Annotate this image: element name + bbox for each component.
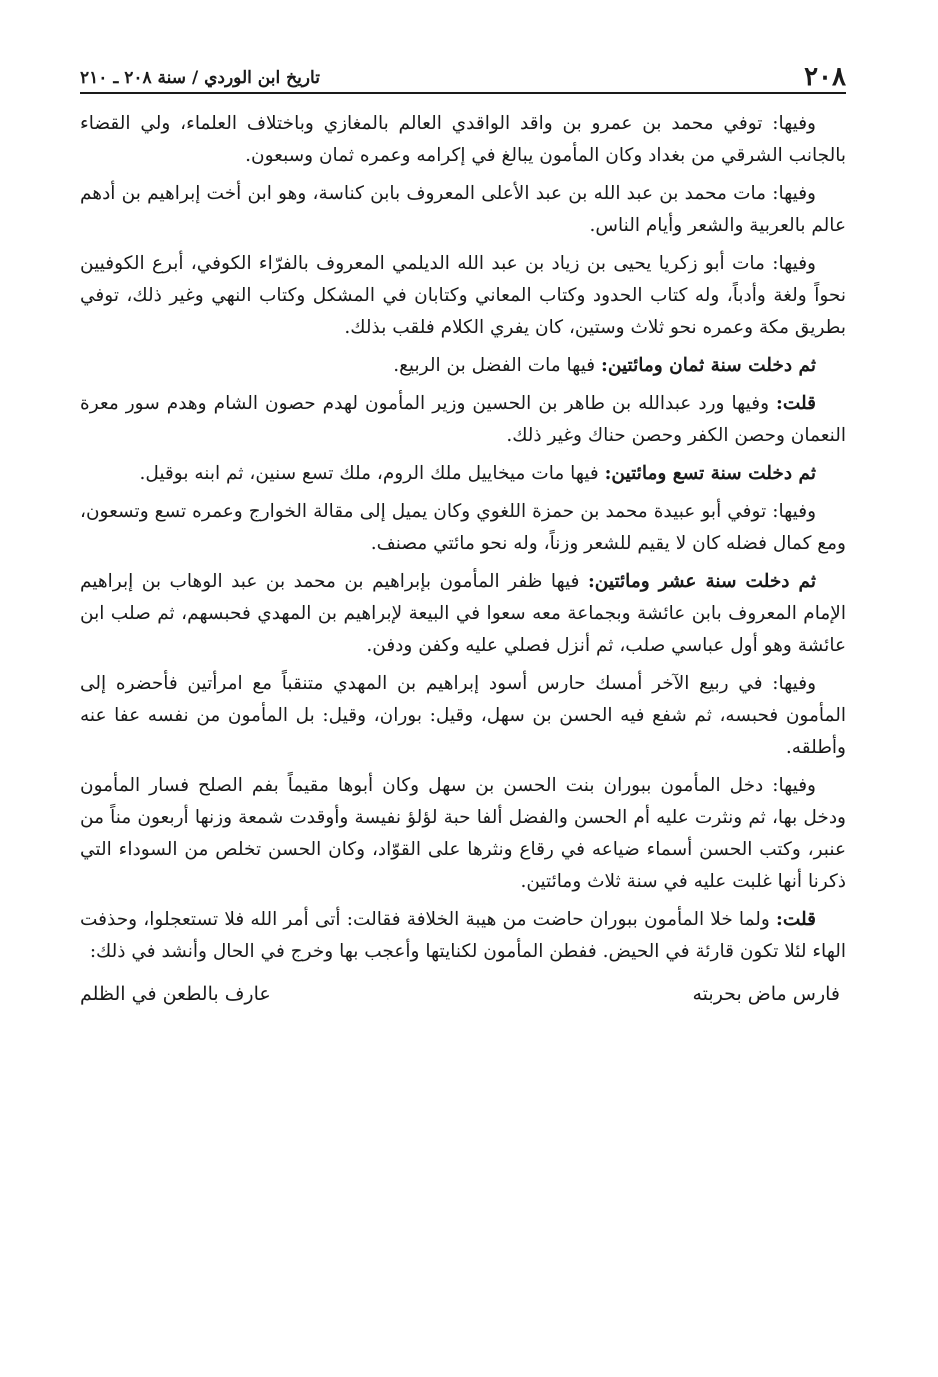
paragraph-text: وفيها: توفي أبو عبيدة محمد بن حمزة اللغوي وكان يميل إلى مقالة الخوارج وعمره تسع وتسعون، ومع كمال فضله كان لا يقيم للشعر وزناً، وله نحو مائتي مصنف. <box>80 501 846 554</box>
year-heading: ثم دخلت سنة تسع ومائتين: <box>604 463 816 484</box>
running-title: تاريخ ابن الوردي / سنة ٢٠٨ ـ ٢١٠ <box>80 68 320 88</box>
paragraph-text: وفيها: مات محمد بن عبد الله بن عبد الأعلى المعروف بابن كناسة، وهو ابن أخت إبراهيم بن أدهم عالم بالعربية والشعر وأيام الناس. <box>80 183 846 236</box>
paragraph <box>80 178 846 242</box>
paragraph <box>80 904 846 968</box>
editor-note-lead: قلت: <box>776 393 816 414</box>
paragraph <box>80 248 846 344</box>
body-text <box>80 108 846 1010</box>
editor-note-lead: قلت: <box>776 909 816 930</box>
paragraph <box>80 350 846 382</box>
page-number: ٢٠٨ <box>804 62 846 92</box>
year-heading: ثم دخلت سنة عشر ومائتين: <box>587 571 816 592</box>
paragraph-text: وفيها: مات أبو زكريا يحيى بن زياد بن عبد الله الديلمي المعروف بالفرّاء الكوفي، أبرع الكوفيين نحواً ولغة وأدباً، وله كتاب الحدود وكتاب المعاني وكتابان في المشكل وكتاب النهي وغير ذلك، توفي بطريق مكة وعمره نحو ثلاث وستين، كان يفري الكلام فلقب بذلك. <box>80 253 846 338</box>
paragraph-text: وفيها: في ربيع الآخر أمسك حارس أسود إبراهيم بن المهدي متنقباً مع امرأتين فأحضره إلى المأمون فحبسه، ثم شفع فيه الحسن بن سهل، وقيل: بوران، وقيل: بل المأمون من نفسه عفا عنه وأطلقه. <box>80 673 846 758</box>
paragraph <box>80 566 846 662</box>
paragraph <box>80 108 846 172</box>
paragraph <box>80 458 846 490</box>
verse-line <box>80 978 846 1010</box>
paragraph <box>80 770 846 898</box>
year-heading: ثم دخلت سنة ثمان ومائتين: <box>601 355 816 376</box>
verse-second-hemistich: عارف بالطعن في الظلم <box>80 983 271 1005</box>
paragraph-text: وفيها: توفي محمد بن عمرو بن واقد الواقدي العالم بالمغازي وباختلاف العلماء، ولي القضاء بالجانب الشرقي من بغداد وكان المأمون يبالغ في إكرامه وعمره ثمان وسبعون. <box>80 113 846 166</box>
paragraph-text: فيها مات الفضل بن الربيع. <box>393 355 602 376</box>
paragraph-text: فيها مات ميخاييل ملك الروم، ملك تسع سنين، ثم ابنه بوقيل. <box>139 463 605 484</box>
paragraph-text: وفيها: دخل المأمون ببوران بنت الحسن بن سهل وكان أبوها مقيماً بفم الصلح فسار المأمون ودخل بها، ثم ونثرت عليه أم الحسن والفضل ألفا حبة لؤلؤ نفيسة وأوقدت شمعة وزنها أربعون مناً من عنبر، وكتب الحسن أسماء ضياعه في رقاع ونثرها على القوّاد، وكان الحسن تخلص من السوداء التي ذكرنا أنها غلبت عليه في سنة ثلاث ومائتين. <box>80 775 846 892</box>
paragraph <box>80 668 846 764</box>
paragraph-text: ولما خلا المأمون ببوران حاضت من هيبة الخلافة فقالت: أتى أمر الله فلا تستعجلوا، وحذفت الهاء لئلا تكون قارئة في الحيض. ففطن المأمون لكنايتها وأعجب بها وخرج في الحال وأنشد في ذلك: <box>80 909 846 962</box>
paragraph <box>80 388 846 452</box>
page-header <box>80 56 846 94</box>
paragraph-text: فيها ظفر المأمون بإبراهيم بن محمد بن عبد الوهاب بن إبراهيم الإمام المعروف بابن عائشة وبجماعة معه سعوا في البيعة لإبراهيم بن المهدي فحبسهم، ثم صلب ابن عائشة وهو أول عباسي صلب، ثم أنزل فصلي عليه وكفن ودفن. <box>80 571 846 656</box>
paragraph-text: وفيها ورد عبدالله بن طاهر بن الحسين وزير المأمون لهدم حصون الشام وهدم سور معرة النعمان وحصن الكفر وحصن حناك وغير ذلك. <box>80 393 846 446</box>
verse-first-hemistich: فارس ماض بحربته <box>692 983 840 1005</box>
paragraph <box>80 496 846 560</box>
